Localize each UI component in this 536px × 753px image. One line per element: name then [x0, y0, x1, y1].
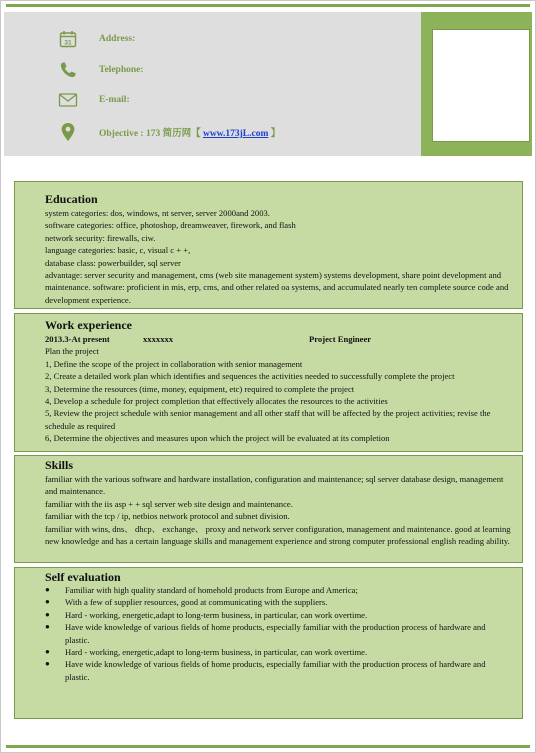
email-label: E-mail:	[99, 95, 130, 105]
work-experience-section	[14, 313, 523, 452]
skills-body	[45, 473, 514, 547]
work-line: 2, Create a detailed work plan which identifies and sequences the activities needed to successfully complete the project	[45, 371, 455, 382]
list-item: ● Hard - working, energetic,adapt to long-term business, in particular, can work overtime.	[45, 646, 498, 658]
self-body	[45, 584, 498, 683]
education-line: network security: firewalls, ciw.	[45, 232, 156, 243]
education-heading: Education	[45, 192, 98, 206]
job-title: Project Engineer	[309, 334, 372, 344]
skills-section	[14, 455, 523, 563]
work-body	[45, 333, 514, 445]
skills-line: familiar with the tcp / ip, netbios network protocol and subnet division.	[45, 511, 290, 522]
phone-icon	[55, 59, 81, 81]
education-body	[45, 207, 514, 306]
skills-heading: Skills	[45, 458, 74, 472]
education-line: software categories: office, photoshop, dreamweaver, firework, and flash	[45, 220, 296, 231]
work-line: 1, Define the scope of the project in collaboration with senior management	[45, 358, 303, 369]
objective-link[interactable]: www.173jL.com	[202, 129, 269, 139]
contact-email-row	[55, 89, 130, 111]
education-section	[14, 181, 523, 309]
job-company: xxxxxxx	[143, 334, 174, 344]
objective-prefix: Objective : 173 简历网【	[99, 129, 203, 139]
skills-line: familiar with wins, dns、 dhcp、 exchange、 proxy and network server configuration, management and maintenance. good at learning new knowledge and has a certain language skills and management experience and strong computer professional english reading ability.	[45, 523, 511, 547]
envelope-icon	[55, 89, 81, 111]
work-line: 6, Determine the objectives and measures upon which the project will be evaluated at its completion	[45, 433, 390, 444]
work-line: 3, Determine the resources (time, money, equipment, etc) required to complete the project	[45, 383, 355, 394]
skills-line: familiar with the various software and hardware installation, configuration and maintenance; sql server database design, management and maintenance.	[45, 474, 504, 497]
bottom-accent-stripe	[6, 745, 530, 748]
list-item: ● Familiar with high quality standard of homehold products from Europe and America;	[45, 584, 498, 596]
work-line: 4, Develop a schedule for project completion that effectively allocates the resources to the activities	[45, 396, 388, 407]
self-heading: Self evaluation	[45, 570, 121, 584]
self-evaluation-list	[45, 584, 498, 683]
self-evaluation-section	[14, 567, 523, 719]
job-header	[45, 333, 514, 345]
list-item: ● With a few of supplier resources, good at communicating with the suppliers.	[45, 596, 498, 608]
objective-label	[99, 125, 280, 139]
calendar-day: 31	[64, 39, 72, 47]
work-line: 5, Review the project schedule with senior management and all other staff that will be affected by the project activities; revise the schedule as required	[45, 408, 491, 431]
list-item: ● Have wide knowledge of various fields of home products, especially familiar with the production process of hardware and plastic.	[45, 621, 498, 646]
education-line: advantage: server security and management, cms (web site management system) systems development, share point development and maintenance. software: proficient in mis, erp, cms, and other related oa systems, and accumulated nearly ten complete source code and development experience.	[45, 270, 509, 305]
address-label: Address:	[99, 34, 136, 44]
contact-objective-row	[55, 121, 281, 143]
education-line: language categories: basic, c, visual c + +,	[45, 245, 191, 256]
list-item: ● Have wide knowledge of various fields of home products, especially familiar with the production process of hardware and plastic.	[45, 658, 498, 683]
location-pin-icon	[55, 121, 81, 143]
contact-telephone-row	[55, 59, 144, 81]
contact-address-row	[55, 28, 136, 50]
work-heading: Work experience	[45, 318, 132, 332]
objective-suffix: 】	[268, 129, 281, 139]
education-line: system categories: dos, windows, nt server, server 2000and 2003.	[45, 208, 270, 218]
work-line: Plan the project	[45, 346, 99, 357]
list-item: ● Hard - working, energetic,adapt to long-term business, in particular, can work overtime.	[45, 609, 498, 621]
top-accent-stripe	[6, 4, 530, 7]
telephone-label: Telephone:	[99, 65, 144, 75]
education-line: database class: powerbuilder, sql server	[45, 257, 181, 268]
skills-line: familiar with the iis asp + + sql server web site design and maintenance.	[45, 498, 293, 509]
photo-placeholder[interactable]	[432, 29, 530, 142]
job-period: 2013.3-At present	[45, 334, 110, 344]
calendar-icon	[55, 28, 81, 50]
